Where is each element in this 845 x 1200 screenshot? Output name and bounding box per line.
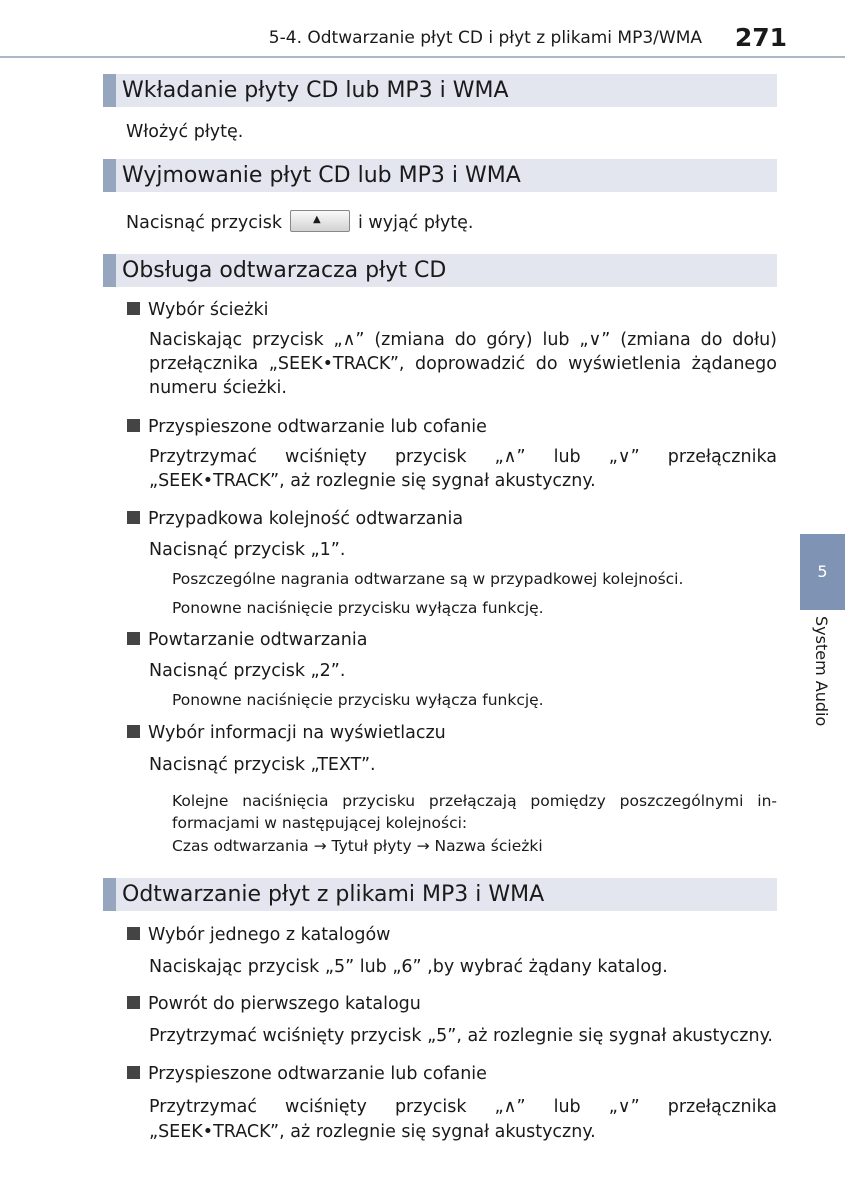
bullet-square [127, 419, 140, 432]
subheading-text: Powrót do pierwszego katalogu [148, 994, 421, 1014]
bullet-square [127, 511, 140, 524]
chapter-title: 5-4. Odtwarzanie płyt CD i płyt z plikami MP3/WMA [268, 28, 702, 48]
subheading-ffwd-mp3 [127, 1062, 487, 1086]
subheading-text: Wybór informacji na wyświetlaczu [148, 723, 446, 743]
header-rule [0, 56, 845, 58]
track-line-1: Naciskając przycisk „∧” (zmiana do góry) lub „∨” (zmiana do dołu) [149, 330, 777, 350]
bullet-square [127, 996, 140, 1009]
section-title: Wkładanie płyty CD lub MP3 i WMA [122, 78, 509, 103]
subheading-display [127, 721, 446, 745]
subheading-repeat [127, 628, 367, 652]
subheading-text: Wybór jednego z katalogów [148, 925, 391, 945]
section-heading-mp3 [103, 878, 777, 911]
bullet-square [127, 927, 140, 940]
subheading-text: Przypadkowa kolejność odtwarzania [148, 509, 464, 529]
subheading-ffwd [127, 415, 487, 439]
subheading-text: Przyspieszone odtwarzanie lub cofanie [148, 1064, 487, 1084]
insert-text: Włożyć płytę. [126, 122, 244, 142]
display-note-3: Czas odtwarzania → Tytuł płyty → Nazwa ścieżki [172, 837, 543, 855]
chapter-number: 5 [817, 562, 828, 581]
repeat-text: Nacisnąć przycisk „2”. [149, 661, 346, 681]
subheading-text: Wybór ścieżki [148, 300, 269, 320]
eject-text-after: i wyjąć płytę. [358, 213, 474, 233]
subheading-folder [127, 923, 390, 947]
bullet-square [127, 725, 140, 738]
ffwd-mp3-line-1: Przytrzymać wciśnięty przycisk „∧” lub „∨” przełącznika [149, 1097, 777, 1117]
eject-symbol: ▲ [313, 214, 321, 225]
ffwd-line-2: „SEEK•TRACK”, aż rozlegnie się sygnał akustyczny. [149, 471, 596, 491]
display-note-2: formacjami w następującej kolejności: [172, 814, 468, 832]
repeat-note: Ponowne naciśnięcie przycisku wyłącza funkcję. [172, 691, 544, 709]
section-heading-insert [103, 74, 777, 107]
first-text: Przytrzymać wciśnięty przycisk „5”, aż rozlegnie się sygnał akustyczny. [149, 1026, 773, 1046]
eject-button-icon [290, 210, 350, 232]
page-number: 271 [734, 23, 787, 52]
chapter-tab [800, 534, 845, 610]
track-line-2: przełącznika „SEEK•TRACK”, doprowadzić do wyświetlenia żądanego [149, 354, 777, 374]
section-title: Wyjmowanie płyt CD lub MP3 i WMA [122, 163, 521, 188]
track-line-3: numeru ścieżki. [149, 378, 287, 398]
eject-text [126, 210, 474, 235]
bullet-square [127, 1066, 140, 1079]
section-heading-cd [103, 254, 777, 287]
subheading-text: Powtarzanie odtwarzania [148, 630, 368, 650]
section-title: Obsługa odtwarzacza płyt CD [122, 258, 447, 283]
subheading-text: Przyspieszone odtwarzanie lub cofanie [148, 417, 487, 437]
eject-text-before: Nacisnąć przycisk [126, 213, 282, 233]
section-title: Odtwarzanie płyt z plikami MP3 i WMA [122, 882, 545, 907]
random-text: Nacisnąć przycisk „1”. [149, 540, 346, 560]
ffwd-line-1: Przytrzymać wciśnięty przycisk „∧” lub „∨” przełącznika [149, 447, 777, 467]
bullet-square [127, 632, 140, 645]
chapter-label: System Audio [812, 616, 831, 727]
random-note-1: Poszczególne nagrania odtwarzane są w przypadkowej kolejności. [172, 570, 684, 588]
section-heading-eject [103, 159, 777, 192]
ffwd-mp3-line-2: „SEEK•TRACK”, aż rozlegnie się sygnał akustyczny. [149, 1122, 596, 1142]
random-note-2: Ponowne naciśnięcie przycisku wyłącza funkcję. [172, 599, 544, 617]
display-text: Nacisnąć przycisk „TEXT”. [149, 755, 376, 775]
display-note-1: Kolejne naciśnięcia przycisku przełączają pomiędzy poszczególnymi in- [172, 792, 777, 810]
subheading-random [127, 507, 463, 531]
bullet-square [127, 302, 140, 315]
subheading-track [127, 298, 268, 322]
subheading-first [127, 992, 421, 1016]
folder-text: Naciskając przycisk „5” lub „6” ,by wybrać żądany katalog. [149, 957, 668, 977]
